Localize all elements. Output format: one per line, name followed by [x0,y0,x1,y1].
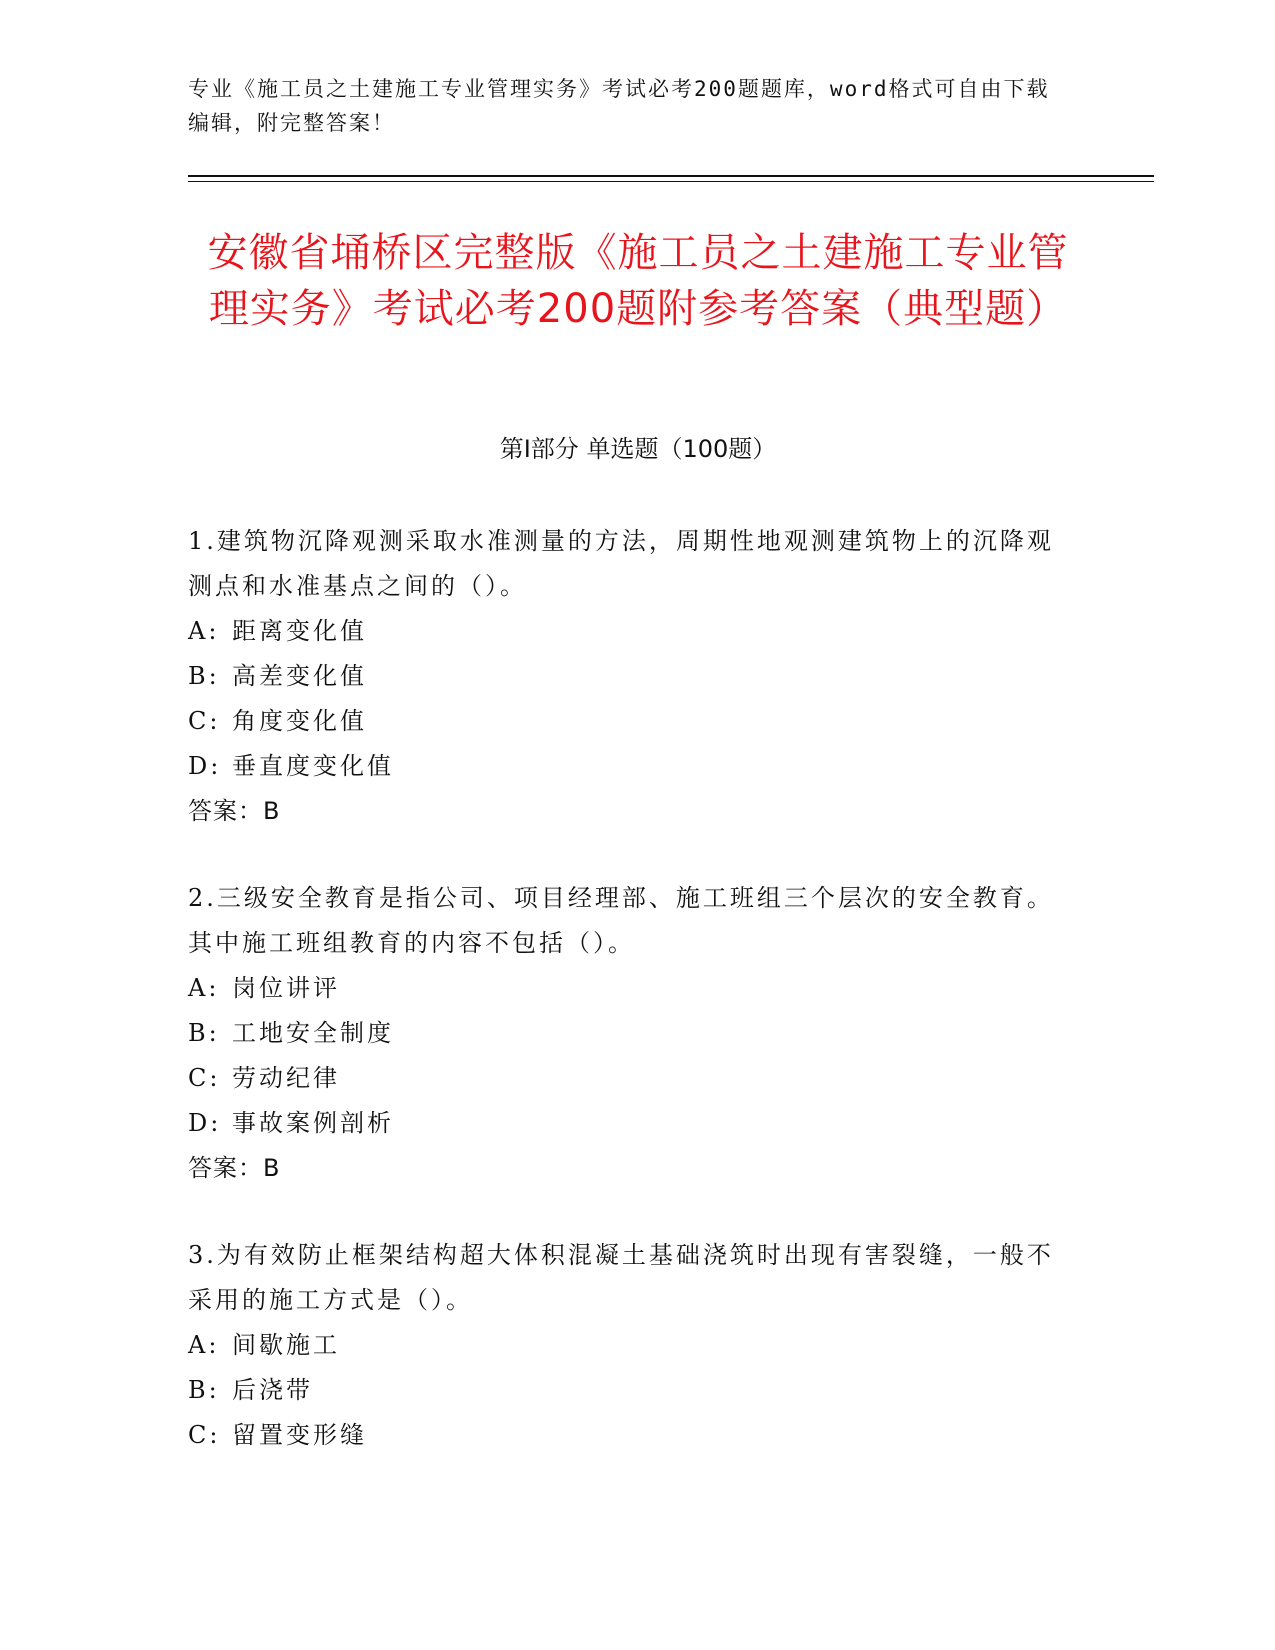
option-c [188,699,1068,744]
option-key: A: [188,974,220,1002]
option-key: A: [188,617,220,645]
question-3 [188,1233,1068,1458]
question-stem: 1.建筑物沉降观测采取水准测量的方法，周期性地观测建筑物上的沉降观测点和水准基点之间的（）。 [188,527,1054,600]
option-a [188,1323,1068,1368]
question-stem: 2.三级安全教育是指公司、项目经理部、施工班组三个层次的安全教育。其中施工班组教育的内容不包括（）。 [188,884,1054,957]
option-key: B: [188,1376,220,1404]
option-key: C: [188,707,221,735]
option-text: 工地安全制度 [232,1019,394,1047]
header-divider-thin [188,181,1154,182]
answer-line: 答案：B [188,1154,281,1182]
option-b [188,1368,1068,1413]
question-stem: 3.为有效防止框架结构超大体积混凝土基础浇筑时出现有害裂缝，一般不采用的施工方式是（）。 [188,1241,1054,1314]
option-text: 留置变形缝 [232,1421,367,1449]
question-1 [188,519,1068,834]
option-d [188,744,1068,789]
option-key: B: [188,1019,220,1047]
option-text: 高差变化值 [232,662,367,690]
option-key: D: [188,1109,222,1137]
option-key: C: [188,1421,221,1449]
option-key: D: [188,752,222,780]
intro-text: 专业《施工员之土建施工专业管理实务》考试必考200题题库，word格式可自由下载编辑，附完整答案！ [188,77,1050,135]
option-d [188,1101,1068,1146]
option-a [188,966,1068,1011]
option-b [188,1011,1068,1056]
option-c [188,1056,1068,1101]
header-divider-thick [188,175,1154,177]
option-b [188,654,1068,699]
option-key: C: [188,1064,221,1092]
option-text: 距离变化值 [232,617,367,645]
option-key: A: [188,1331,220,1359]
option-text: 角度变化值 [232,707,367,735]
option-text: 垂直度变化值 [232,752,394,780]
option-text: 劳动纪律 [232,1064,340,1092]
option-text: 间歇施工 [232,1331,340,1359]
option-a [188,609,1068,654]
section-heading: 第Ⅰ部分 单选题（100题） [499,435,777,463]
option-c [188,1413,1068,1458]
option-text: 事故案例剖析 [232,1109,394,1137]
answer-line: 答案：B [188,797,281,825]
option-key: B: [188,662,220,690]
option-text: 岗位讲评 [232,974,340,1002]
question-2 [188,876,1068,1191]
option-text: 后浇带 [232,1376,313,1404]
question-list [188,519,1068,1500]
document-title: 安徽省埇桥区完整版《施工员之土建施工专业管理实务》考试必考200题附参考答案（典型题） [207,230,1069,332]
